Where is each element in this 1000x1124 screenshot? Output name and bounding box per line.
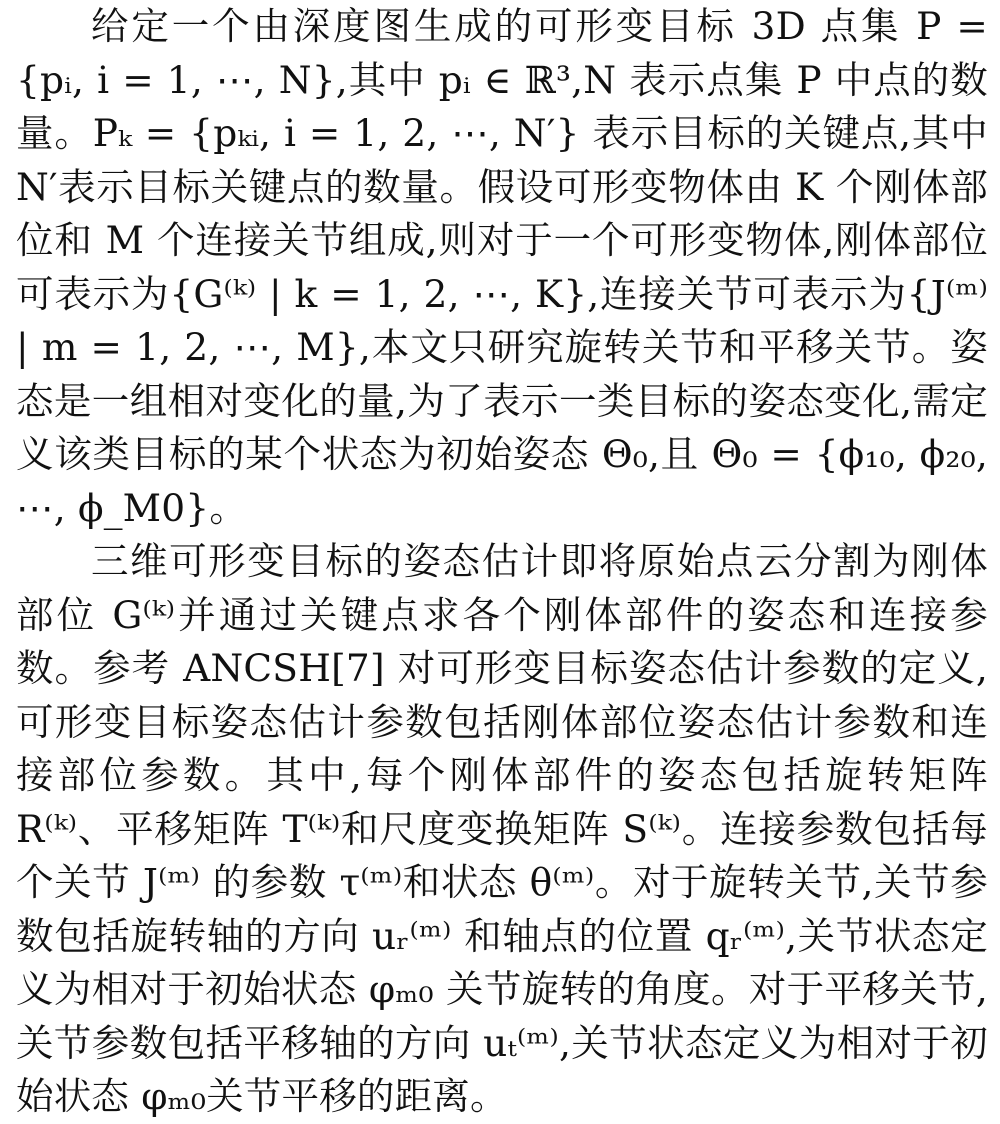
paragraph-definitions: 给定一个由深度图生成的可形变目标 3D 点集 P = {pᵢ, i = 1, ⋯, N},其中 pᵢ ∈ ℝ³,N 表示点集 P 中点的数量。Pₖ = {pₖᵢ, i = 1, 2, ⋯, N′} 表示目标的关键点,其中 N′表示目标关键点的数量。假设可形变物体由 K 个刚体部位和 M 个连接关节组成,则对于一个可形变物体,刚体部位可表示为{G⁽ᵏ⁾ | k = 1, 2, ⋯, K},连接关节可表示为{J⁽ᵐ⁾ | m = 1, 2, ⋯, M},本文只研究旋转关节和平移关节。姿态是一组相对变化的量,为了表示一类目标的姿态变化,需定义该类目标的某个状态为初始姿态 Θ₀,且 Θ₀ = {ϕ₁₀, ϕ₂₀, ⋯, ϕ_M0}。 bbox=[16, 4, 988, 530]
paragraph-pose-parameters: 三维可形变目标的姿态估计即将原始点云分割为刚体部位 G⁽ᵏ⁾并通过关键点求各个刚体部件的姿态和连接参数。参考 ANCSH[7] 对可形变目标姿态估计参数的定义,可形变目标姿态估计参数包括刚体部位姿态估计参数和连接部位参数。其中,每个刚体部件的姿态包括旋转矩阵 R⁽ᵏ⁾、平移矩阵 T⁽ᵏ⁾和尺度变换矩阵 S⁽ᵏ⁾。连接参数包括每个关节 J⁽ᵐ⁾ 的参数 τ⁽ᵐ⁾和状态 θ⁽ᵐ⁾。对于旋转关节,关节参数包括旋转轴的方向 uᵣ⁽ᵐ⁾ 和轴点的位置 qᵣ⁽ᵐ⁾,关节状态定义为相对于初始状态 φₘ₀ 关节旋转的角度。对于平移关节,关节参数包括平移轴的方向 uₜ⁽ᵐ⁾,关节状态定义为相对于初始状态 φₘ₀关节平移的距离。 bbox=[16, 539, 988, 1118]
